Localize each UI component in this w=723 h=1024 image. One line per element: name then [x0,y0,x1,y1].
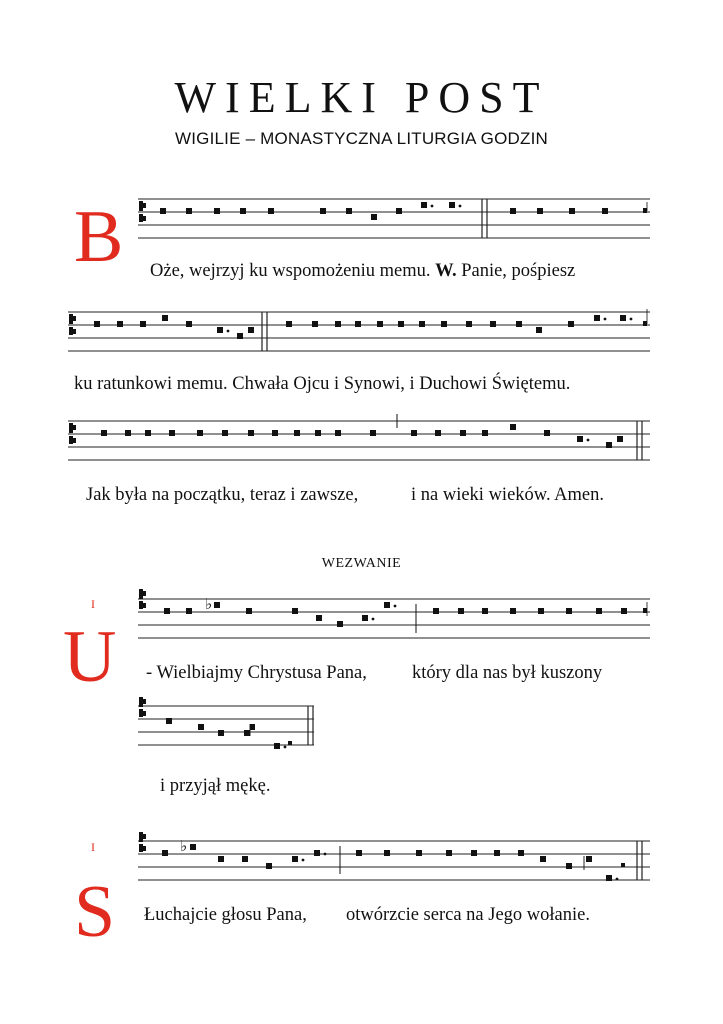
neumes-staff-3 [101,424,623,448]
neume-note [186,208,192,214]
mode-indicator: I [91,840,95,854]
c-clef-icon-1 [139,201,146,222]
lyric-line-4a: - Wielbiajmy Chrystusa Pana, [146,663,367,683]
staff-lines-5 [138,706,314,745]
neumes-staff-6 [162,837,625,881]
c-clef-icon-6 [139,832,146,852]
neume-note [240,208,246,214]
c-clef-icon-4 [139,589,146,609]
lyric-line-5: i przyjął mękę. [160,776,271,796]
neume-note [602,208,608,214]
section-heading: WEZWANIE [321,556,402,571]
mode-indicator: I [91,597,95,611]
lyric-line-3b: i na wieki wieków. Amen. [411,485,605,505]
lyric-line-3a: Jak była na początku, teraz i zawsze, [86,485,359,505]
c-clef-icon-5 [139,697,146,717]
lyric-line-4b: który dla nas był kuszony [412,663,603,683]
page-subtitle: WIGILIE – MONASTYCZNA LITURGIA GODZIN [175,129,548,148]
neume-note [537,208,543,214]
drop-cap-initial-b: B [74,196,124,278]
neumes-staff-4 [164,595,647,627]
lyric-line-6b: otwórzcie serca na Jego wołanie. [346,905,590,925]
flat-icon: ♭ [205,595,213,613]
staff-lines-1 [138,199,650,238]
neumes-staff-5 [166,718,292,749]
versicle-mark: W. [435,261,457,281]
neumes-staff-2 [94,309,647,339]
lyric-text: Oże, wejrzyj ku wspomożeniu memu. [150,261,431,281]
neume-note [371,214,377,220]
neume-note [449,202,455,208]
neume-note [569,208,575,214]
c-clef-icon-2 [69,314,76,335]
neume-dot [431,205,434,208]
neume-note [160,208,166,214]
staff-lines-3 [68,421,650,460]
staff-lines-4 [138,599,650,638]
neume-note [320,208,326,214]
neume-note [214,208,220,214]
neume-note [510,208,516,214]
svg-text:♭: ♭ [180,837,188,855]
staff-lines-6 [138,841,650,880]
lyric-line-2: ku ratunkowi memu. Chwała Ojcu i Synowi, i Duchowi Świętemu. [74,374,571,394]
custos [643,208,647,213]
lyric-line-1 [150,261,575,282]
neumes-staff-1 [160,202,647,220]
lyric-text: Panie, pośpiesz [461,261,576,281]
drop-cap-initial-u: U [63,616,117,698]
neume-note [396,208,402,214]
lyric-line-6a: Łuchajcie głosu Pana, [144,905,307,925]
staff-lines-2 [68,312,650,351]
page-title: WIELKI POST [174,73,549,122]
neume-dot [459,205,462,208]
neume-note [421,202,427,208]
drop-cap-initial-s: S [74,871,116,953]
c-clef-icon-3 [69,423,76,444]
neume-note [346,208,352,214]
neume-note [268,208,274,214]
